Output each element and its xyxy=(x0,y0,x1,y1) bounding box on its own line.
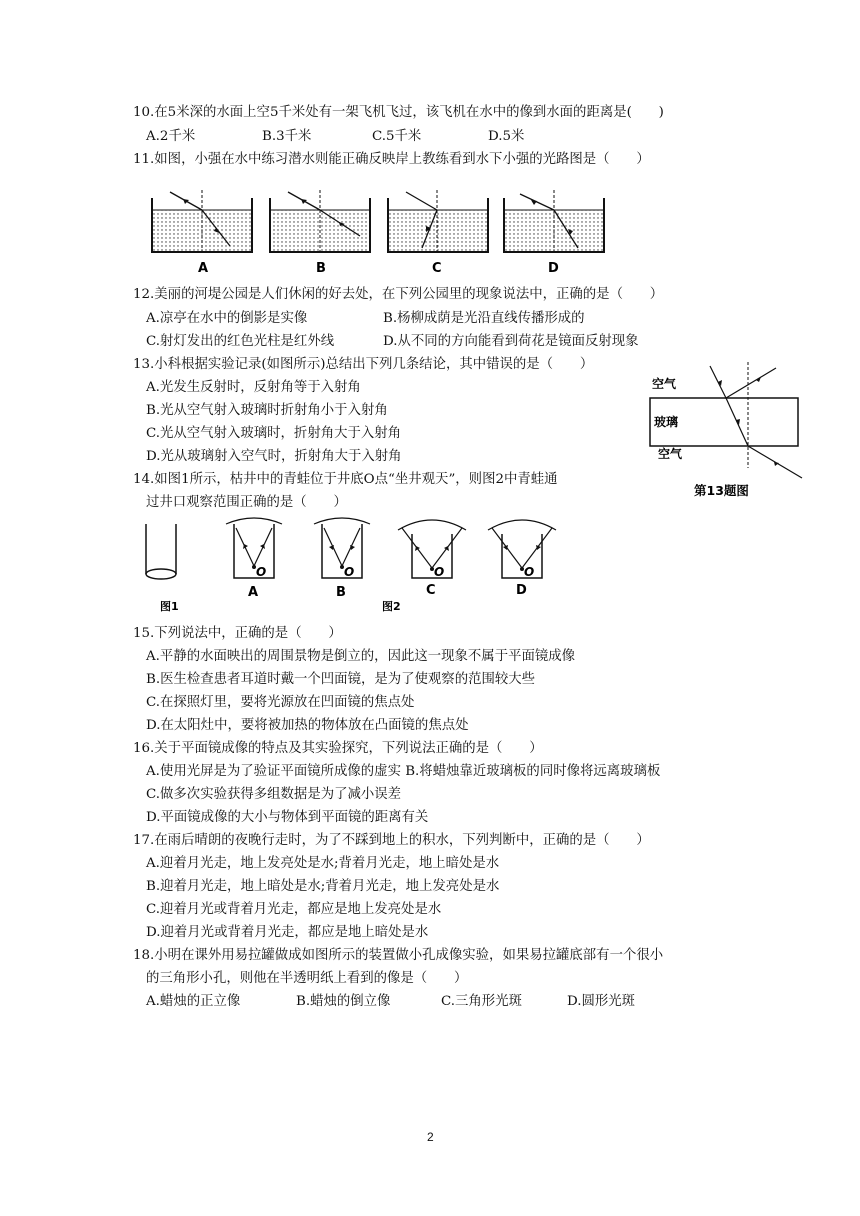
q14-label-d: D xyxy=(516,583,527,598)
q14-stem-line2: 过井口观察范围正确的是（ ） xyxy=(146,495,347,510)
q17-option-d: D.迎着月光或背着月光走，都应是地上暗处是水 xyxy=(146,925,429,940)
q10-option-c: C.5千米 xyxy=(372,129,422,144)
q15-stem: 15.下列说法中，正确的是（ ） xyxy=(133,626,342,641)
q14-diagram-a xyxy=(226,518,282,578)
q10-option-a: A.2千米 xyxy=(146,129,196,144)
q14-stem-line1: 14.如图1所示，枯井中的青蛙位于井底O点“坐井观天”，则图2中青蛙通 xyxy=(133,472,558,487)
q17-stem: 17.在雨后晴朗的夜晚行走时，为了不踩到地上的积水，下列判断中，正确的是（ ） xyxy=(133,833,650,848)
q10-stem: 10.在5米深的水面上空5千米处有一架飞机飞过，该飞机在水中的像到水面的距离是( ) xyxy=(133,105,664,120)
q13-option-b: B.光从空气射入玻璃时折射角小于入射角 xyxy=(146,403,388,418)
q13-figure xyxy=(648,362,808,502)
q11-diagram-d xyxy=(504,190,604,252)
q17-option-c: C.迎着月光或背着月光走，都应是地上发亮处是水 xyxy=(146,902,442,917)
q12-option-b: B.杨柳成荫是光沿直线传播形成的 xyxy=(383,311,585,326)
q16-option-d: D.平面镜成像的大小与物体到平面镜的距离有关 xyxy=(146,810,429,825)
q13-stem: 13.小科根据实验记录(如图所示)总结出下列几条结论，其中错误的是（ ） xyxy=(133,357,594,372)
q11-diagram-a xyxy=(152,190,252,252)
q12-option-a: A.凉亭在水中的倒影是实像 xyxy=(146,311,308,326)
q17-option-a: A.迎着月光走，地上发亮处是水;背着月光走，地上暗处是水 xyxy=(146,856,500,871)
q14-well-figure-1 xyxy=(146,524,176,579)
q16-option-ab: A.使用光屏是为了验证平面镜所成像的虚实 B.将蜡烛靠近玻璃板的同时像将远离玻璃板 xyxy=(146,764,661,779)
q11-diagram-c xyxy=(388,190,488,252)
q18-option-d: D.圆形光斑 xyxy=(567,994,636,1009)
q12-stem: 12.美丽的河堤公园是人们休闲的好去处，在下列公园里的现象说法中，正确的是（ ） xyxy=(133,287,664,302)
q10-option-d: D.5米 xyxy=(488,129,525,144)
q12-option-c: C.射灯发出的红色光柱是红外线 xyxy=(146,334,335,349)
q13-label-glass: 玻璃 xyxy=(654,415,679,429)
q18-stem-line1: 18.小明在课外用易拉罐做成如图所示的装置做小孔成像实验，如果易拉罐底部有一个很小 xyxy=(133,948,664,963)
q13-option-c: C.光从空气射入玻璃时，折射角大于入射角 xyxy=(146,426,402,441)
q13-option-a: A.光发生反射时，反射角等于入射角 xyxy=(146,380,361,395)
page-number: 2 xyxy=(427,1130,434,1144)
q11-diagram-b xyxy=(270,190,370,252)
q18-option-b: B.蜡烛的倒立像 xyxy=(296,994,391,1009)
q11-label-a: A xyxy=(198,261,209,276)
q18-option-a: A.蜡烛的正立像 xyxy=(146,994,241,1009)
q11-label-d: D xyxy=(548,261,559,276)
q14-diagram-d xyxy=(488,520,556,578)
q16-stem: 16.关于平面镜成像的特点及其实验探究，下列说法正确的是（ ） xyxy=(133,741,543,756)
q18-option-c: C.三角形光斑 xyxy=(441,994,522,1009)
q14-point-o-d: O xyxy=(524,565,535,579)
q17-option-b: B.迎着月光走，地上暗处是水;背着月光走，地上发亮处是水 xyxy=(146,879,500,894)
q15-option-a: A.平静的水面映出的周围景物是倒立的，因此这一现象不属于平面镜成像 xyxy=(146,649,576,664)
q15-option-b: B.医生检查患者耳道时戴一个凹面镜，是为了使观察的范围较大些 xyxy=(146,672,536,687)
q14-point-o-b: O xyxy=(344,565,355,579)
q14-point-o-c: O xyxy=(434,565,445,579)
q13-label-air-bottom: 空气 xyxy=(658,447,683,461)
q14-diagram-b xyxy=(314,518,370,578)
q12-option-d: D.从不同的方向能看到荷花是镜面反射现象 xyxy=(383,334,639,349)
q18-stem-line2: 的三角形小孔，则他在半透明纸上看到的像是（ ） xyxy=(146,971,468,986)
q13-label-air-top: 空气 xyxy=(652,377,677,391)
q11-label-b: B xyxy=(316,261,326,276)
q14-figure xyxy=(140,514,560,618)
q11-label-c: C xyxy=(432,261,442,276)
q13-caption: 第13题图 xyxy=(694,483,749,498)
q11-figure xyxy=(140,180,610,276)
q15-option-d: D.在太阳灶中，要将被加热的物体放在凸面镜的焦点处 xyxy=(146,718,469,733)
q15-option-c: C.在探照灯里，要将光源放在凹面镜的焦点处 xyxy=(146,695,415,710)
q14-label-b: B xyxy=(336,585,346,600)
q10-option-b: B.3千米 xyxy=(262,129,312,144)
q11-stem: 11.如图，小强在水中练习潜水则能正确反映岸上教练看到水下小强的光路图是（ ） xyxy=(133,152,650,167)
q14-point-o-a: O xyxy=(256,565,267,579)
q14-label-c: C xyxy=(426,583,436,598)
q14-diagram-c xyxy=(398,520,466,578)
q16-option-c: C.做多次实验获得多组数据是为了减小误差 xyxy=(146,787,402,802)
q13-option-d: D.光从玻璃射入空气时，折射角大于入射角 xyxy=(146,449,402,464)
q14-fig2-label: 图2 xyxy=(382,600,401,613)
q14-label-a: A xyxy=(248,585,259,600)
q14-fig1-label: 图1 xyxy=(160,600,179,613)
